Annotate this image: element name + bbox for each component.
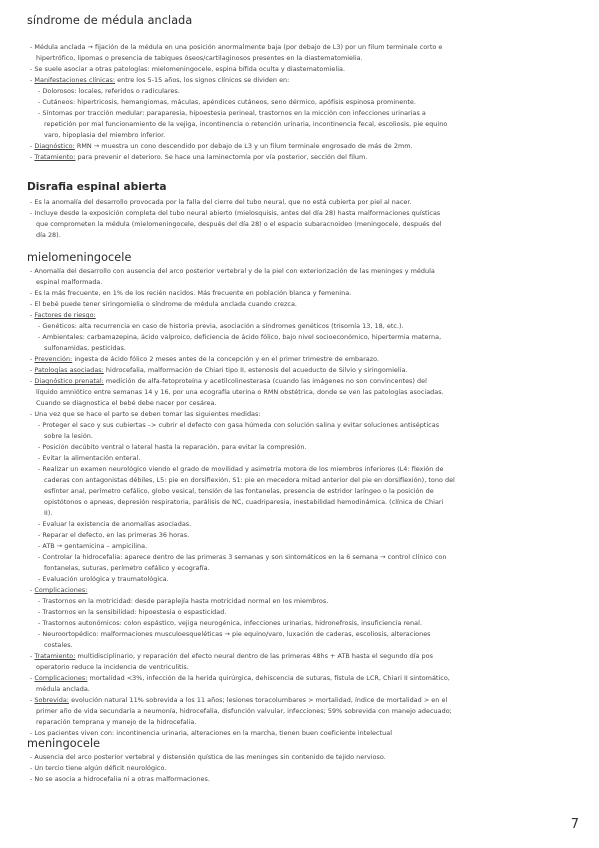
text-line: - Los pacientes viven con: incontinencia urinaria, alteraciones en la marcha, tienen buen coeficiente intelectual	[30, 729, 393, 737]
text-line	[30, 673, 450, 684]
line-text: mortalidad <3%, infección de la herida quirúrgica, dehiscencia de suturas, fístula de LCR, Chiari II sintomático,	[87, 674, 450, 682]
text-line: - Anomalía del desarrollo con ausencia del arco posterior vertebral y de la piel con exteriorización de las meninges y médula	[30, 267, 435, 275]
underlined-heading: Complicaciones:	[34, 586, 88, 594]
section-title: Disrafia espinal abierta	[27, 181, 167, 193]
text-line: - Evitar la alimentación enteral.	[38, 454, 141, 462]
text-line	[30, 695, 447, 706]
bullet: -	[30, 366, 35, 374]
bullet: -	[30, 652, 35, 660]
line-text: multidisciplinario, y reparación del efecto neural dentro de las primeras 48hs + ATB hasta el segundo día pos	[75, 652, 433, 660]
bullet: -	[30, 311, 35, 319]
bullet: -	[30, 142, 35, 150]
text-line: II).	[44, 509, 53, 517]
bullet: -	[30, 696, 35, 704]
text-line: primer año de vida secundaria a neumonía, hidrocefalia, disfunción valvular, infecciones; 59% sobrevida con manejo adecuado;	[36, 707, 452, 715]
line-text: para prevenir el deterioro. Se hace una laminectomía por vía posterior, sección del filum.	[75, 153, 368, 161]
text-line: - Ambientales: carbamazepina, ácido valproico, deficiencia de ácido fólico, bajo nivel socioeconómico, hipertermia materna,	[38, 333, 442, 341]
bullet: -	[30, 674, 35, 682]
text-line: costales.	[44, 641, 73, 649]
underlined-heading: Diagnóstico:	[34, 142, 75, 150]
text-line: reparación temprana y manejo de la hidrocefalia.	[36, 718, 197, 726]
text-line: - Es la más frecuente, en 1% de los recién nacidos. Más frecuente en población blanca y femenina.	[30, 289, 352, 297]
text-line: esfínter anal, perímetro cefálico, globo vesical, tensión de las fontanelas, presencia de estridor laríngeo o la posición de	[44, 487, 434, 495]
text-line: - Es la anomalía del desarrollo provocada por la falla del cierre del tubo neural, que no está cubierta por piel al nacer.	[30, 198, 412, 206]
section-title: meningocele	[27, 737, 101, 750]
text-line	[30, 354, 379, 365]
text-line: - Trastornos en la sensibilidad: hipoestesia o espasticidad.	[38, 608, 227, 616]
text-line: día 28).	[36, 231, 61, 239]
text-line	[30, 75, 289, 86]
text-line: - Proteger el saco y sus cubiertas –> cubrir el defecto con gasa húmeda con solución salina y evitar soluciones antisépticas	[38, 421, 440, 429]
text-line: - Genéticos: alta recurrencia en caso de historia previa, asociación a síndromes genéticos (trisomía 13, 18, etc.).	[38, 322, 404, 330]
underlined-heading: Prevención:	[34, 355, 73, 363]
text-line	[30, 365, 408, 376]
text-line	[30, 376, 427, 387]
text-line: espinal malformada.	[36, 278, 103, 286]
line-text: medición de alfa-fetoproteína y acetilcolinesterasa (cuando las imágenes no son convincentes) del	[103, 377, 427, 385]
underlined-heading: Patologías asociadas:	[34, 366, 104, 374]
text-line: sobre la lesión.	[44, 432, 93, 440]
bullet: -	[30, 76, 35, 84]
line-text: ingesta de ácido fólico 2 meses antes de la concepción y en el primer trimestre de embarazo.	[72, 355, 380, 363]
underlined-heading: Sobrevida:	[34, 696, 69, 704]
text-line: - Realizar un examen neurológico viendo el grado de movilidad y asimetría motora de los miembros inferiores (L4: flexión de	[38, 465, 444, 473]
bullet: -	[30, 153, 35, 161]
text-line: - Síntomas por tracción medular: paraparesia, hipoestesia perineal, trastornos en la micción con infecciones urinarias a	[38, 109, 426, 117]
line-text: entre los 5-15 años, los signos clínicos se dividen en:	[115, 76, 290, 84]
text-line: - No se asocia a hidrocefalia ni a otras malformaciones.	[30, 775, 210, 783]
underlined-heading: Factores de riesgo:	[34, 311, 96, 319]
text-line	[30, 141, 413, 152]
page-number: 7	[570, 817, 579, 832]
text-line: caderas con antagonistas débiles, L5: pie en dorsiflexión, S1: pie en mecedora mitad anterior del pie en dorsiflexión), tono del	[44, 476, 455, 484]
text-line: Cuando se diagnostica el bebé debe nacer por cesárea.	[36, 399, 217, 407]
text-line: hipertrófico, lipomas o presencia de tabiques óseos/cartilaginosos presentes en la diastematomielia.	[36, 54, 363, 62]
underlined-heading: Tratamiento:	[34, 652, 76, 660]
text-line: - Dolorosos: locales, referidos o radiculares.	[38, 87, 180, 95]
text-line: fontanelas, suturas, perímetro cefálico y ecografía.	[44, 564, 210, 572]
text-line: - Médula anclada → fijación de la médula en una posición anormalmente baja (por debajo de L3) por un filum terminale corto e	[30, 43, 443, 51]
text-line: - Ausencia del arco posterior vertebral y distensión quística de las meninges sin contenido de tejido nervioso.	[30, 753, 386, 761]
line-text: RMN → muestra un cono descendido por debajo de L3 y un filum terminale engrosado de más de 2mm.	[74, 142, 413, 150]
text-line: que comprometen la médula (mielomeningocele, después del día 28) o el espacio subaracnoideo (meningocele, después del	[36, 220, 442, 228]
text-line: - ATB → gentamicina – ampicilina.	[38, 542, 148, 550]
text-line: - Neuroortopédico: malformaciones musculoesqueléticas → pie equino/varo, luxación de caderas, escoliosis, alteraciones	[38, 630, 431, 638]
text-line: - Trastornos autonómicos: colon espástico, vejiga neurogénica, infecciones urinarias, hidronefrosis, insuficiencia renal.	[38, 619, 422, 627]
bullet: -	[30, 355, 35, 363]
text-line: - Cutáneos: hipertricosis, hemangiomas, máculas, apéndices cutáneos, seno dérmico, apófisis espinosa prominente.	[38, 98, 416, 106]
text-line: - Se suele asociar a otras patologías: mielomeningocele, espina bífida oculta y diastematomielia.	[30, 65, 346, 73]
line-text: hidrocefalia, malformación de Chiari tipo II, estenosis del acueducto de Silvio y siringomielia.	[103, 366, 408, 374]
text-line: líquido amniótico entre semanas 14 y 16, por una ecografía uterina o RMN obstétrica, donde se ven las patologías asociadas.	[36, 388, 444, 396]
section-title: síndrome de médula anclada	[27, 14, 193, 27]
text-line	[30, 310, 96, 321]
text-line: repetición por mal funcionamiento de la vejiga, incontinencia o retención urinaria, incontinencia fecal, escoliosis, pie equino	[44, 120, 448, 128]
text-line: - Trastornos en la motricidad: desde paraplejía hasta motricidad normal en los miembros.	[38, 597, 329, 605]
underlined-heading: Diagnóstico prenatal:	[34, 377, 104, 385]
text-line: - Una vez que se hace el parto se deben tomar las siguientes medidas:	[30, 410, 261, 418]
text-line: - Reparar el defecto, en las primeras 36 horas.	[38, 531, 190, 539]
text-line: médula anclada.	[36, 685, 90, 693]
text-line: - Evaluar la existencia de anomalías asociadas.	[38, 520, 192, 528]
text-line	[30, 152, 367, 163]
section-title: mielomeningocele	[27, 251, 132, 264]
underlined-heading: Complicaciones:	[34, 674, 88, 682]
text-line: opistótonos o apneas, depresión respiratoria, parálisis de NC, cuadriparesia, inestabilidad hemodinámica. (clínica de Chiari	[44, 498, 444, 506]
text-line: - Evaluación urológica y traumatológica.	[38, 575, 169, 583]
text-line: - Un tercio tiene algún déficit neurológico.	[30, 764, 167, 772]
line-text: evolución natural 11% sobrevida a los 11 años; lesiones toracolumbares > mortalidad, índice de mortalidad > en el	[69, 696, 448, 704]
bullet: -	[30, 586, 35, 594]
text-line: - Incluye desde la exposición completa del tubo neural abierto (mielosquisis, antes del día 28) hasta malformaciones quísticas	[30, 209, 441, 217]
bullet: -	[30, 377, 35, 385]
underlined-heading: Manifestaciones clínicas:	[34, 76, 116, 84]
text-line: - Controlar la hidrocefalia: aparece dentro de las primeras 3 semanas y son sintomáticos en la 6 semana → control clínico con	[38, 553, 447, 561]
text-line	[30, 651, 433, 662]
text-line: varo, hipoplasia del miembro inferior.	[44, 131, 166, 139]
text-line: - El bebé puede tener siringomielia o síndrome de médula anclada cuando crezca.	[30, 300, 297, 308]
text-line: operatorio reduce la incidencia de ventriculitis.	[36, 663, 189, 671]
text-line	[30, 585, 87, 596]
text-line: sulfonamidas, pesticidas.	[44, 344, 126, 352]
text-line: - Posición decúbito ventral o lateral hasta la reparación, para evitar la compresión.	[38, 443, 307, 451]
underlined-heading: Tratamiento:	[34, 153, 76, 161]
